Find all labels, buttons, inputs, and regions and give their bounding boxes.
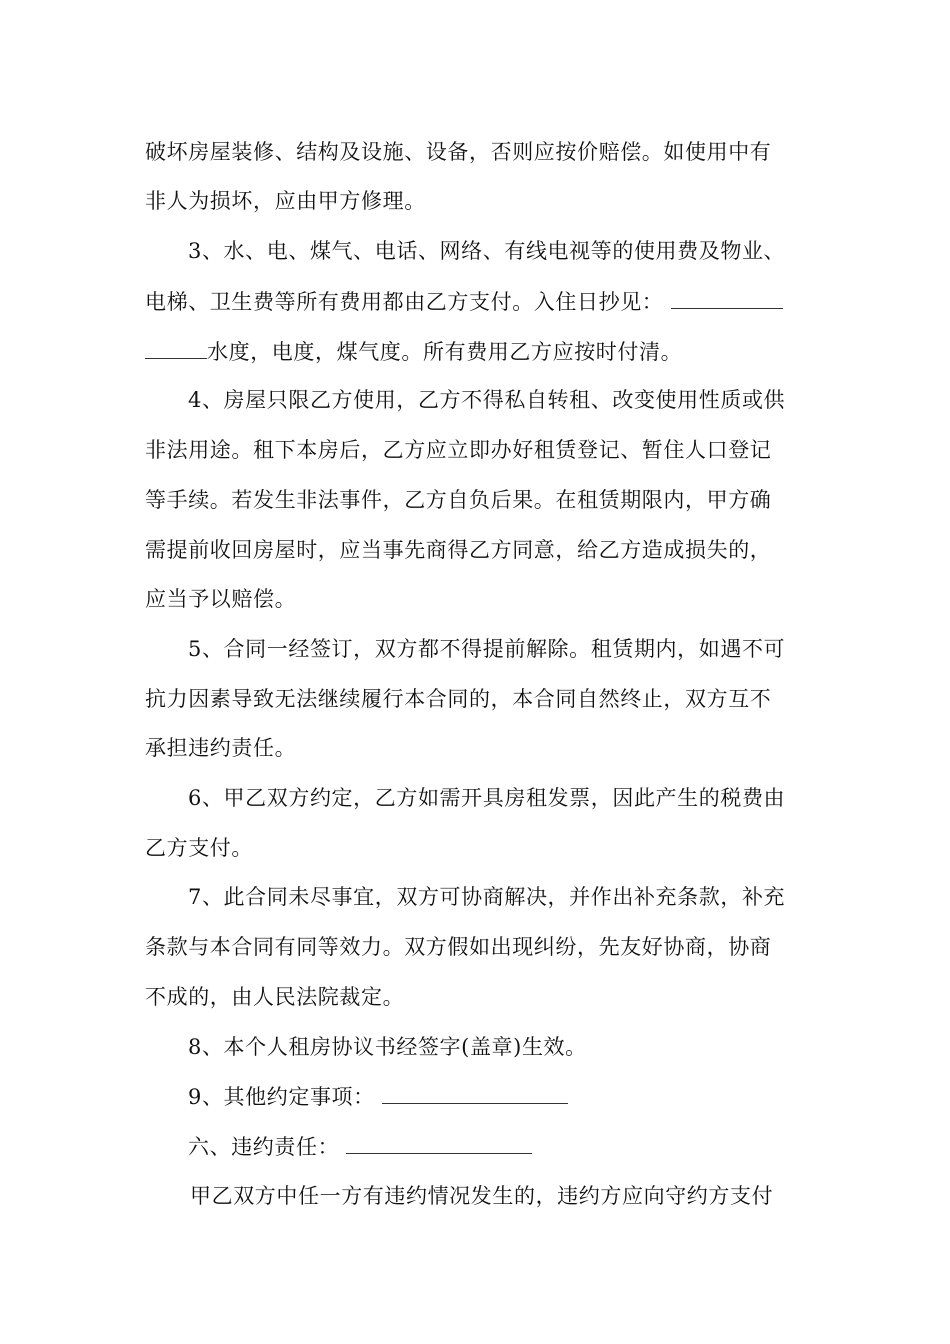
line-text: 4、房屋只限乙方使用，乙方不得私自转租、改变使用性质或供	[188, 388, 786, 412]
clause-9-line	[188, 1081, 568, 1111]
line-text: 8、本个人租房协议书经签字(盖章)生效。	[188, 1035, 587, 1059]
clause-4-line-5	[145, 584, 296, 614]
line-text: 电梯、卫生费等所有费用都由乙方支付。入住日抄见：	[145, 290, 664, 314]
line-text: 承担违约责任。	[145, 736, 297, 760]
line-text: 条款与本合同有同等效力。双方假如出现纠纷，先友好协商，协商	[145, 935, 772, 959]
clause-7-line-2	[145, 932, 771, 962]
meter-reading-blank-continued[interactable]	[145, 336, 207, 359]
section-6-line-1	[190, 1181, 773, 1211]
clause-5-line-3	[145, 733, 296, 763]
clause-4-line-4	[145, 535, 771, 565]
line-text: 6、甲乙双方约定，乙方如需开具房租发票，因此产生的税费由	[188, 786, 786, 810]
line-text: 乙方支付。	[145, 836, 253, 860]
clause-3-line-3	[145, 336, 682, 366]
paragraph-line	[145, 137, 771, 167]
other-terms-blank[interactable]	[382, 1081, 568, 1104]
meter-reading-blank[interactable]	[671, 286, 783, 309]
clause-7-line-1	[188, 882, 785, 912]
clause-3-line-1	[188, 236, 785, 266]
clause-6-line-2	[145, 833, 253, 863]
line-text: 水度，电度，煤气度。所有费用乙方应按时付清。	[207, 340, 683, 364]
line-text: 六、违约责任：	[188, 1135, 340, 1159]
clause-6-line-1	[188, 783, 785, 813]
line-text: 9、其他约定事项：	[188, 1085, 375, 1109]
clause-4-line-1	[188, 385, 785, 415]
line-text: 等手续。若发生非法事件，乙方自负后果。在租赁期限内，甲方确	[145, 488, 772, 512]
line-text: 非法用途。租下本房后，乙方应立即办好租赁登记、暂住人口登记	[145, 438, 772, 462]
line-text: 不成的，由人民法院裁定。	[145, 985, 405, 1009]
line-text: 甲乙双方中任一方有违约情况发生的，违约方应向守约方支付	[190, 1184, 774, 1208]
clause-5-line-2	[145, 684, 771, 714]
breach-liability-blank[interactable]	[346, 1131, 532, 1154]
line-text: 非人为损坏，应由甲方修理。	[145, 189, 426, 213]
clause-4-line-2	[145, 435, 771, 465]
section-6-heading	[188, 1131, 532, 1161]
paragraph-line	[145, 186, 426, 216]
line-text: 7、此合同未尽事宜，双方可协商解决，并作出补充条款，补充	[188, 885, 786, 909]
clause-3-line-2	[145, 286, 783, 316]
line-text: 3、水、电、煤气、电话、网络、有线电视等的使用费及物业、	[188, 239, 786, 263]
line-text: 需提前收回房屋时，应当事先商得乙方同意，给乙方造成损失的，	[145, 538, 772, 562]
clause-8-line	[188, 1032, 587, 1062]
line-text: 抗力因素导致无法继续履行本合同的，本合同自然终止，双方互不	[145, 687, 772, 711]
clause-7-line-3	[145, 982, 404, 1012]
clause-5-line-1	[188, 634, 785, 664]
clause-4-line-3	[145, 485, 771, 515]
line-text: 破坏房屋装修、结构及设施、设备，否则应按价赔偿。如使用中有	[145, 140, 772, 164]
line-text: 5、合同一经签订，双方都不得提前解除。租赁期内，如遇不可	[188, 637, 786, 661]
line-text: 应当予以赔偿。	[145, 587, 297, 611]
